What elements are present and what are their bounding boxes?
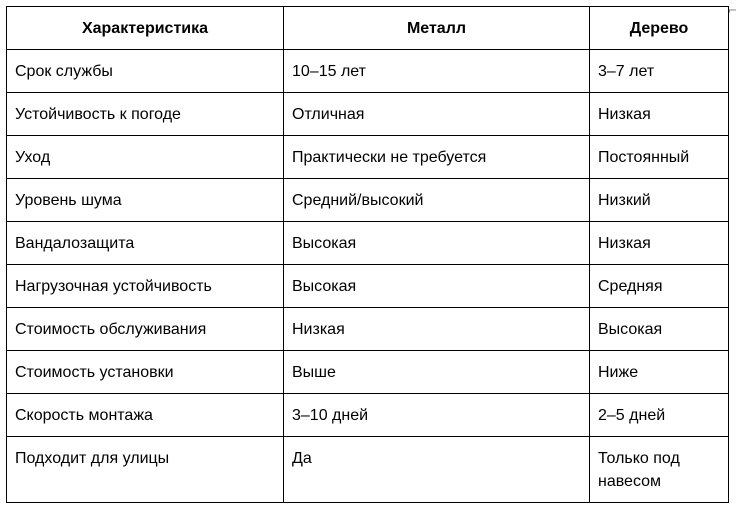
cell-wood: Постоянный [590,136,729,179]
header-metal: Металл [284,7,590,50]
cell-metal: 10–15 лет [284,50,590,93]
cell-wood: 2–5 дней [590,394,729,437]
cell-wood: Низкая [590,93,729,136]
table-row [7,265,729,308]
header-characteristic: Характеристика [7,7,284,50]
table-row [7,222,729,265]
cell-characteristic: Срок службы [7,50,284,93]
cell-wood: Высокая [590,308,729,351]
cell-metal: Практически не требуется [284,136,590,179]
cell-wood: Только под навесом [590,437,729,503]
cell-metal: Средний/высокий [284,179,590,222]
cell-metal: Высокая [284,222,590,265]
cell-metal: 3–10 дней [284,394,590,437]
cell-wood: Низкая [590,222,729,265]
cell-characteristic: Вандалозащита [7,222,284,265]
table-row [7,179,729,222]
comparison-table [6,6,729,503]
cell-characteristic: Уровень шума [7,179,284,222]
cell-metal: Низкая [284,308,590,351]
table-row [7,351,729,394]
cell-characteristic: Нагрузочная устойчивость [7,265,284,308]
cell-characteristic: Стоимость обслуживания [7,308,284,351]
table-row [7,136,729,179]
cell-metal: Отличная [284,93,590,136]
cell-wood: Ниже [590,351,729,394]
cell-wood: Низкий [590,179,729,222]
table-header-row [7,7,729,50]
cell-characteristic: Устойчивость к погоде [7,93,284,136]
table-row [7,308,729,351]
cell-metal: Выше [284,351,590,394]
cell-characteristic: Уход [7,136,284,179]
cell-characteristic: Скорость монтажа [7,394,284,437]
cell-wood: 3–7 лет [590,50,729,93]
cell-characteristic: Подходит для улицы [7,437,284,503]
cell-metal: Высокая [284,265,590,308]
cell-metal: Да [284,437,590,503]
cell-wood: Средняя [590,265,729,308]
table-row [7,437,729,503]
cell-characteristic: Стоимость установки [7,351,284,394]
table-row [7,93,729,136]
header-wood: Дерево [590,7,729,50]
corner-cursor-mark: ⌐ [728,4,737,17]
table-row [7,394,729,437]
table-row [7,50,729,93]
